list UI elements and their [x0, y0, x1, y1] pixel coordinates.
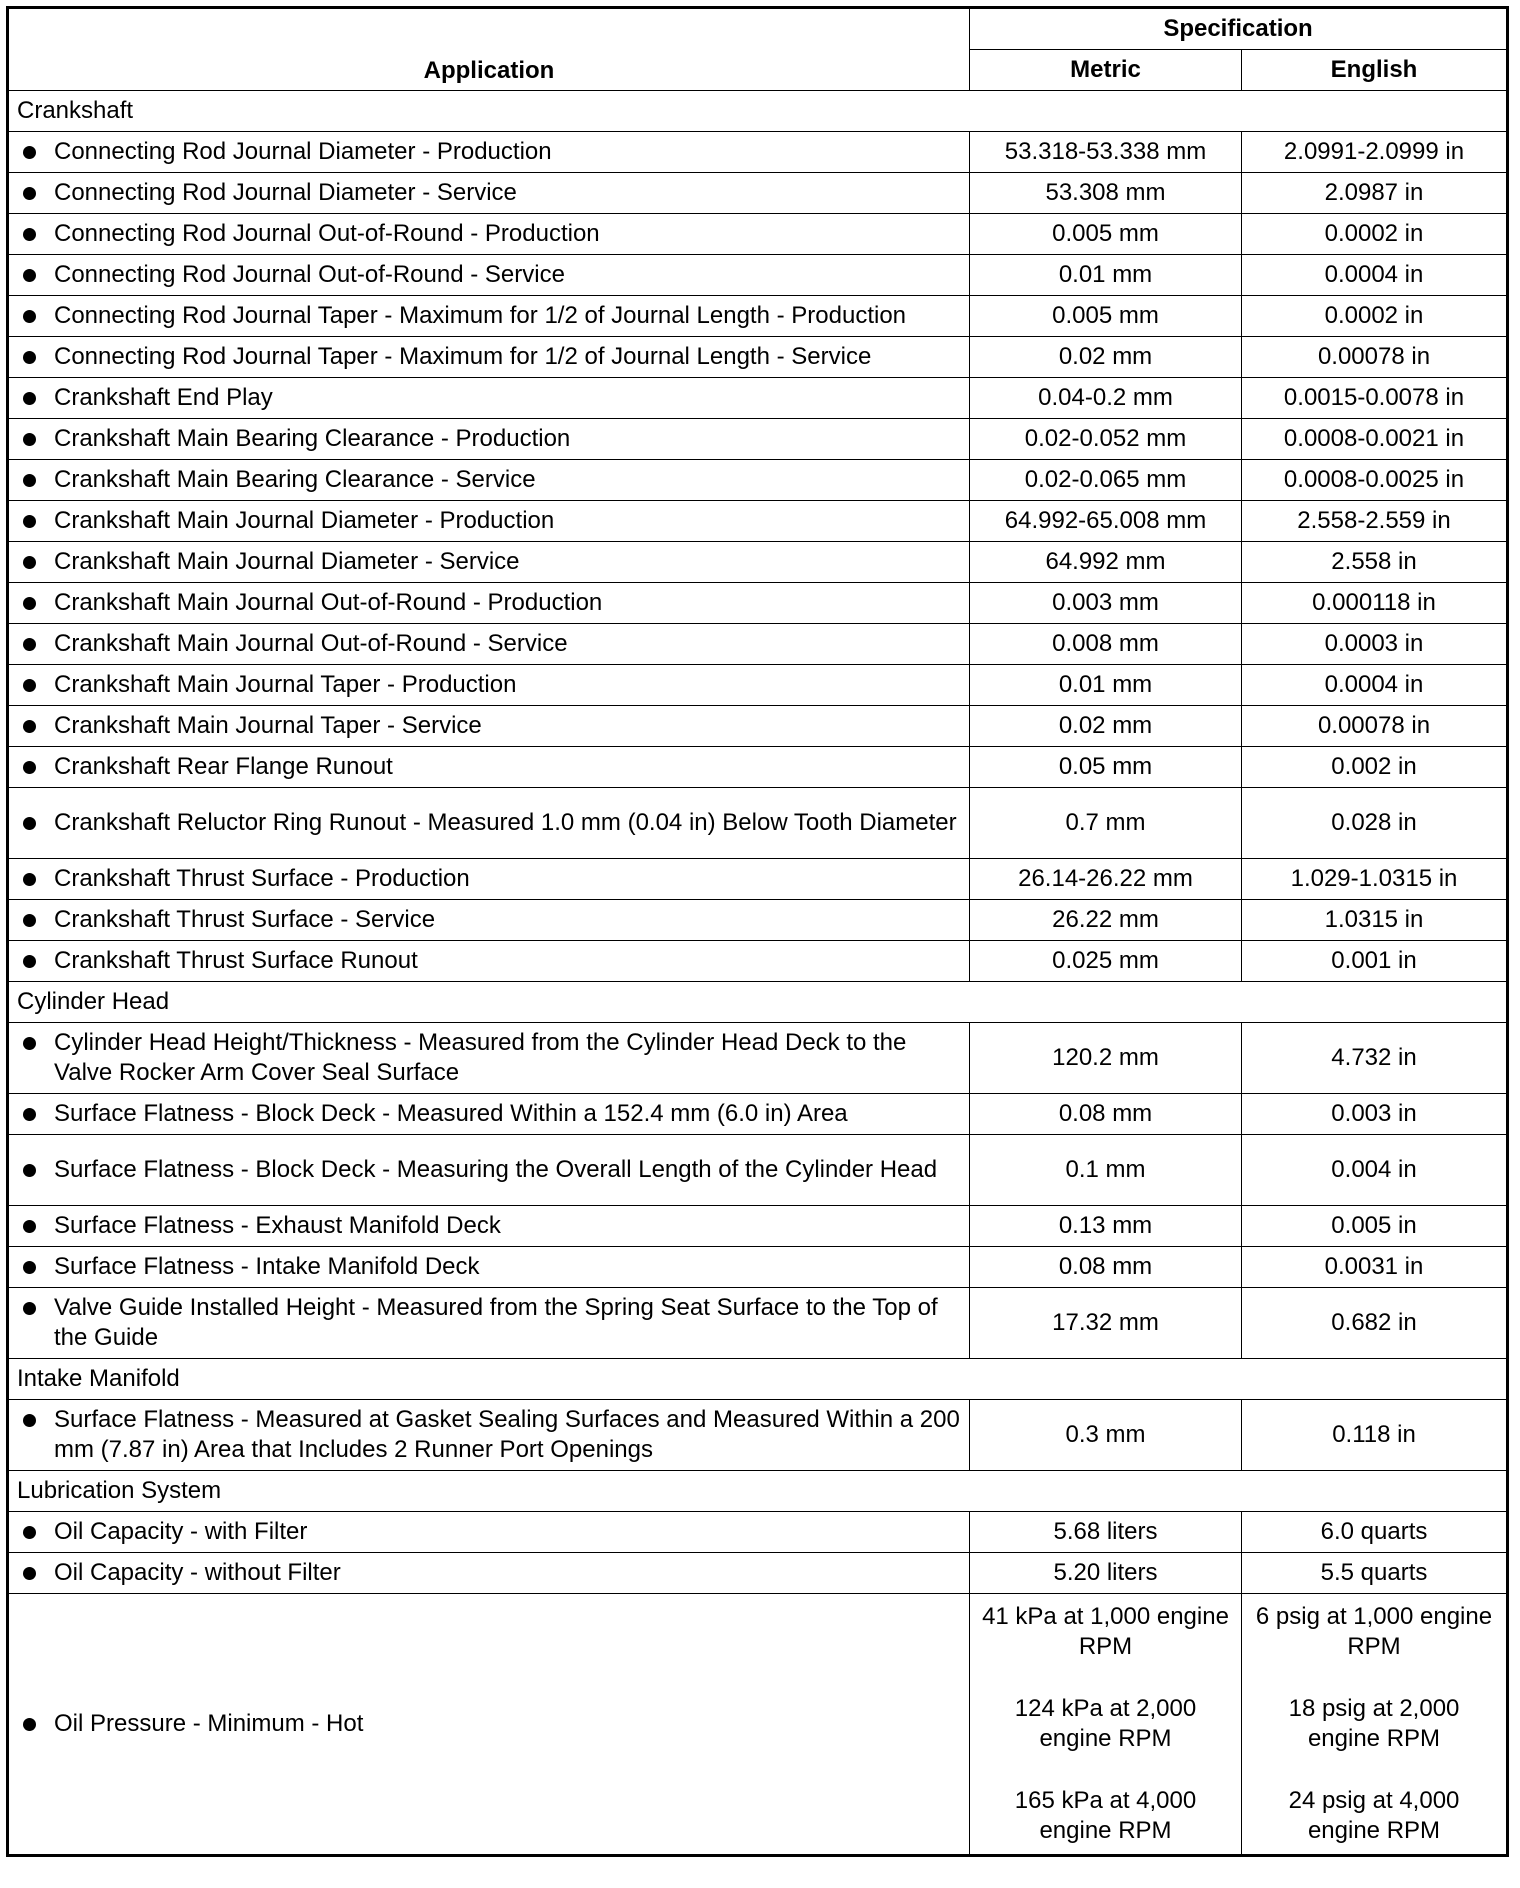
english-value: 2.558-2.559 in	[1242, 501, 1508, 542]
english-value: 2.0987 in	[1242, 173, 1508, 214]
application-text: Crankshaft Thrust Surface - Production	[54, 865, 470, 892]
table-row	[8, 1400, 1508, 1471]
application-text: Connecting Rod Journal Taper - Maximum for 1/2 of Journal Length - Service	[54, 343, 872, 370]
bullet-icon	[23, 761, 36, 774]
metric-value: 0.1 mm	[970, 1135, 1242, 1206]
bullet-icon	[23, 556, 36, 569]
english-value: 0.000118 in	[1242, 583, 1508, 624]
table-row	[8, 173, 1508, 214]
application-cell	[8, 214, 970, 255]
bullet-icon	[23, 1108, 36, 1121]
metric-value: 64.992 mm	[970, 542, 1242, 583]
application-text: Oil Capacity - with Filter	[54, 1518, 308, 1545]
english-value: 0.0004 in	[1242, 665, 1508, 706]
section-row	[8, 91, 1508, 132]
bullet-icon	[23, 597, 36, 610]
application-text: Crankshaft Main Journal Taper - Service	[54, 712, 482, 739]
application-cell	[8, 900, 970, 941]
english-value: 0.002 in	[1242, 747, 1508, 788]
application-text: Crankshaft Main Journal Diameter - Production	[54, 507, 555, 534]
bullet-icon	[23, 955, 36, 968]
english-value: 0.0008-0.0021 in	[1242, 419, 1508, 460]
english-value: 0.0003 in	[1242, 624, 1508, 665]
english-value: 0.00078 in	[1242, 706, 1508, 747]
english-value: 0.0031 in	[1242, 1247, 1508, 1288]
english-value: 5.5 quarts	[1242, 1553, 1508, 1594]
application-text: Valve Guide Installed Height - Measured from the Spring Seat Surface to the Top of the Guide	[54, 1294, 938, 1351]
bullet-icon	[23, 351, 36, 364]
english-value: 0.118 in	[1242, 1400, 1508, 1471]
english-value: 0.0015-0.0078 in	[1242, 378, 1508, 419]
application-text: Crankshaft Thrust Surface - Service	[54, 906, 436, 933]
english-value: 0.028 in	[1242, 788, 1508, 859]
bullet-icon	[23, 1164, 36, 1177]
table-row	[8, 747, 1508, 788]
table-row	[8, 337, 1508, 378]
table-row	[8, 542, 1508, 583]
bullet-icon	[23, 515, 36, 528]
table-row	[8, 1206, 1508, 1247]
table-row	[8, 501, 1508, 542]
table-row	[8, 378, 1508, 419]
section-title: Lubrication System	[8, 1471, 1508, 1512]
application-text: Crankshaft Main Journal Taper - Production	[54, 671, 517, 698]
bullet-icon	[23, 817, 36, 830]
metric-value: 0.005 mm	[970, 296, 1242, 337]
application-cell	[8, 378, 970, 419]
english-pressure-value: 6 psig at 1,000 engine RPM	[1255, 1603, 1493, 1660]
english-pressure-value: 18 psig at 2,000 engine RPM	[1288, 1695, 1460, 1752]
header-application: Application	[8, 8, 970, 91]
application-text: Crankshaft Main Bearing Clearance - Production	[54, 425, 571, 452]
application-cell	[8, 255, 970, 296]
section-row	[8, 1471, 1508, 1512]
bullet-icon	[23, 1414, 36, 1427]
table-row	[8, 941, 1508, 982]
metric-value: 0.04-0.2 mm	[970, 378, 1242, 419]
application-text: Surface Flatness - Intake Manifold Deck	[54, 1253, 480, 1280]
header-english: English	[1242, 50, 1508, 91]
metric-value	[970, 1594, 1242, 1856]
english-value: 4.732 in	[1242, 1023, 1508, 1094]
metric-value: 53.318-53.338 mm	[970, 132, 1242, 173]
specification-table	[6, 6, 1509, 1857]
english-value: 0.0004 in	[1242, 255, 1508, 296]
english-value: 0.0002 in	[1242, 296, 1508, 337]
metric-value: 0.005 mm	[970, 214, 1242, 255]
english-value	[1242, 1594, 1508, 1856]
table-row	[8, 419, 1508, 460]
table-row-oil-pressure	[8, 1594, 1508, 1856]
bullet-icon	[23, 873, 36, 886]
english-value: 1.029-1.0315 in	[1242, 859, 1508, 900]
metric-value: 0.003 mm	[970, 583, 1242, 624]
application-cell	[8, 173, 970, 214]
application-cell	[8, 1023, 970, 1094]
application-cell	[8, 296, 970, 337]
application-text: Crankshaft Main Journal Out-of-Round - Service	[54, 630, 568, 657]
application-text: Surface Flatness - Block Deck - Measured Within a 152.4 mm (6.0 in) Area	[54, 1100, 848, 1127]
section-row	[8, 982, 1508, 1023]
application-text: Oil Pressure - Minimum - Hot	[54, 1710, 364, 1737]
application-cell	[8, 501, 970, 542]
metric-pressure-value: 41 kPa at 1,000 engine RPM	[982, 1603, 1229, 1660]
table-row	[8, 1553, 1508, 1594]
metric-value: 0.08 mm	[970, 1094, 1242, 1135]
application-text: Oil Capacity - without Filter	[54, 1559, 341, 1586]
table-row	[8, 665, 1508, 706]
bullet-icon	[23, 433, 36, 446]
table-row	[8, 1135, 1508, 1206]
metric-value: 5.20 liters	[970, 1553, 1242, 1594]
application-cell	[8, 1135, 970, 1206]
table-body	[8, 91, 1508, 1856]
application-text: Crankshaft Reluctor Ring Runout - Measured 1.0 mm (0.04 in) Below Tooth Diameter	[54, 809, 957, 836]
bullet-icon	[23, 310, 36, 323]
metric-value: 0.7 mm	[970, 788, 1242, 859]
application-text: Crankshaft Rear Flange Runout	[54, 753, 393, 780]
bullet-icon	[23, 1037, 36, 1050]
application-text: Crankshaft End Play	[54, 384, 273, 411]
application-text: Crankshaft Main Journal Out-of-Round - Production	[54, 589, 603, 616]
bullet-icon	[23, 1718, 36, 1731]
application-text: Connecting Rod Journal Out-of-Round - Service	[54, 261, 565, 288]
table-row	[8, 1023, 1508, 1094]
english-value: 6.0 quarts	[1242, 1512, 1508, 1553]
application-cell	[8, 624, 970, 665]
metric-value: 0.02-0.065 mm	[970, 460, 1242, 501]
table-row	[8, 1094, 1508, 1135]
metric-value: 0.02-0.052 mm	[970, 419, 1242, 460]
application-cell	[8, 1553, 970, 1594]
table-row	[8, 859, 1508, 900]
metric-value: 0.025 mm	[970, 941, 1242, 982]
table-row	[8, 1512, 1508, 1553]
application-cell	[8, 132, 970, 173]
section-title: Crankshaft	[8, 91, 1508, 132]
table-row	[8, 214, 1508, 255]
english-value: 0.004 in	[1242, 1135, 1508, 1206]
table-row	[8, 296, 1508, 337]
application-text: Cylinder Head Height/Thickness - Measured from the Cylinder Head Deck to the Valve Rocker Arm Cover Seal Surface	[54, 1029, 907, 1086]
bullet-icon	[23, 474, 36, 487]
section-row	[8, 1359, 1508, 1400]
bullet-icon	[23, 1567, 36, 1580]
application-text: Surface Flatness - Exhaust Manifold Deck	[54, 1212, 501, 1239]
application-text: Surface Flatness - Measured at Gasket Sealing Surfaces and Measured Within a 200 mm (7.87 in) Area that Includes 2 Runner Port Openings	[54, 1406, 960, 1463]
metric-value: 0.02 mm	[970, 337, 1242, 378]
metric-value: 120.2 mm	[970, 1023, 1242, 1094]
english-value: 0.682 in	[1242, 1288, 1508, 1359]
table-row	[8, 1288, 1508, 1359]
bullet-icon	[23, 392, 36, 405]
metric-value: 0.01 mm	[970, 665, 1242, 706]
application-text: Connecting Rod Journal Diameter - Production	[54, 138, 552, 165]
table-row	[8, 788, 1508, 859]
english-value: 0.005 in	[1242, 1206, 1508, 1247]
english-value: 0.003 in	[1242, 1094, 1508, 1135]
bullet-icon	[23, 1220, 36, 1233]
metric-value: 0.01 mm	[970, 255, 1242, 296]
application-cell	[8, 1094, 970, 1135]
metric-value: 5.68 liters	[970, 1512, 1242, 1553]
table-row	[8, 132, 1508, 173]
table-row	[8, 624, 1508, 665]
bullet-icon	[23, 720, 36, 733]
application-text: Crankshaft Main Journal Diameter - Service	[54, 548, 520, 575]
english-pressure-value: 24 psig at 4,000 engine RPM	[1288, 1787, 1460, 1844]
application-text: Surface Flatness - Block Deck - Measuring the Overall Length of the Cylinder Head	[54, 1156, 938, 1183]
metric-value: 0.08 mm	[970, 1247, 1242, 1288]
metric-pressure-value: 165 kPa at 4,000 engine RPM	[1014, 1787, 1197, 1844]
english-value: 2.0991-2.0999 in	[1242, 132, 1508, 173]
metric-value: 26.14-26.22 mm	[970, 859, 1242, 900]
english-value: 0.00078 in	[1242, 337, 1508, 378]
application-text: Connecting Rod Journal Taper - Maximum for 1/2 of Journal Length - Production	[54, 302, 907, 329]
metric-pressure-value: 124 kPa at 2,000 engine RPM	[1014, 1695, 1197, 1752]
english-value: 2.558 in	[1242, 542, 1508, 583]
table-row	[8, 900, 1508, 941]
application-cell	[8, 665, 970, 706]
application-cell	[8, 747, 970, 788]
application-cell	[8, 1594, 970, 1856]
metric-value: 64.992-65.008 mm	[970, 501, 1242, 542]
application-cell	[8, 1247, 970, 1288]
header-specification: Specification	[970, 8, 1508, 50]
bullet-icon	[23, 146, 36, 159]
metric-value: 0.3 mm	[970, 1400, 1242, 1471]
application-cell	[8, 706, 970, 747]
application-cell	[8, 583, 970, 624]
english-value: 0.0002 in	[1242, 214, 1508, 255]
bullet-icon	[23, 1302, 36, 1315]
section-title: Intake Manifold	[8, 1359, 1508, 1400]
bullet-icon	[23, 269, 36, 282]
metric-value: 26.22 mm	[970, 900, 1242, 941]
bullet-icon	[23, 914, 36, 927]
application-cell	[8, 941, 970, 982]
english-value: 0.0008-0.0025 in	[1242, 460, 1508, 501]
table-row	[8, 1247, 1508, 1288]
bullet-icon	[23, 228, 36, 241]
bullet-icon	[23, 638, 36, 651]
english-value: 0.001 in	[1242, 941, 1508, 982]
bullet-icon	[23, 187, 36, 200]
table-row	[8, 583, 1508, 624]
metric-value: 0.05 mm	[970, 747, 1242, 788]
application-text: Crankshaft Thrust Surface Runout	[54, 947, 418, 974]
bullet-icon	[23, 679, 36, 692]
english-value: 1.0315 in	[1242, 900, 1508, 941]
metric-value: 0.02 mm	[970, 706, 1242, 747]
header-metric: Metric	[970, 50, 1242, 91]
bullet-icon	[23, 1261, 36, 1274]
metric-value: 17.32 mm	[970, 1288, 1242, 1359]
application-cell	[8, 1206, 970, 1247]
application-cell	[8, 460, 970, 501]
application-text: Connecting Rod Journal Out-of-Round - Production	[54, 220, 600, 247]
metric-value: 0.008 mm	[970, 624, 1242, 665]
header-row-top	[8, 8, 1508, 50]
metric-value: 0.13 mm	[970, 1206, 1242, 1247]
metric-value: 53.308 mm	[970, 173, 1242, 214]
application-text: Crankshaft Main Bearing Clearance - Service	[54, 466, 536, 493]
application-cell	[8, 419, 970, 460]
application-cell	[8, 788, 970, 859]
application-cell	[8, 1400, 970, 1471]
table-row	[8, 255, 1508, 296]
table-row	[8, 706, 1508, 747]
application-cell	[8, 1512, 970, 1553]
bullet-icon	[23, 1526, 36, 1539]
application-text: Connecting Rod Journal Diameter - Service	[54, 179, 517, 206]
section-title: Cylinder Head	[8, 982, 1508, 1023]
table-row	[8, 460, 1508, 501]
application-cell	[8, 859, 970, 900]
application-cell	[8, 542, 970, 583]
application-cell	[8, 1288, 970, 1359]
application-cell	[8, 337, 970, 378]
